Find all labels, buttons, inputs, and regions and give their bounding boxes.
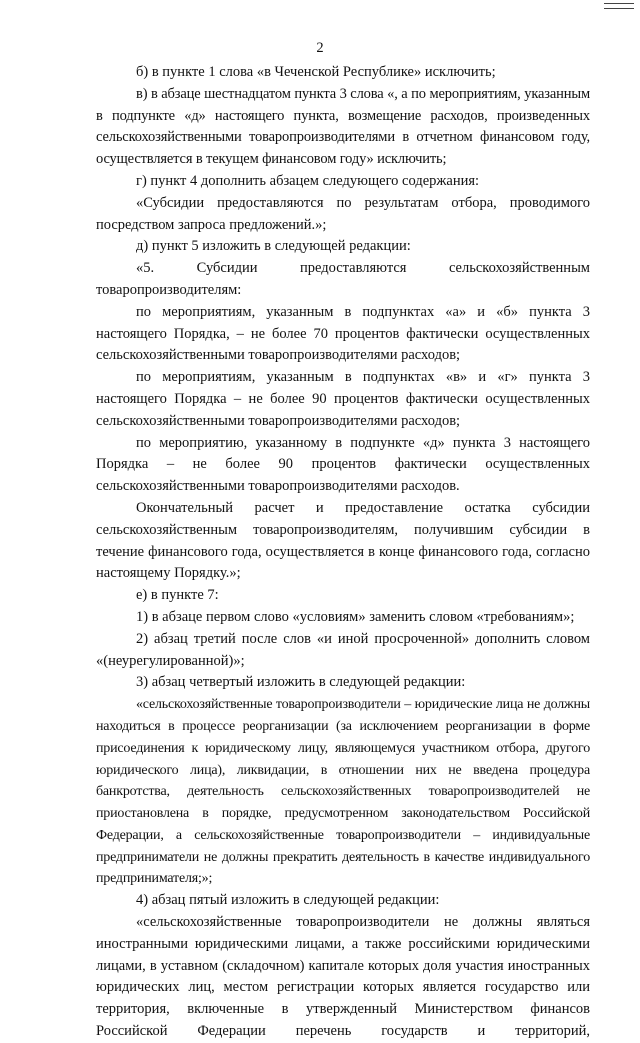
document-body	[96, 62, 590, 1043]
paragraph-v: в) в абзаце шестнадцатом пункта 3 слова «, а по мероприятиям, указанным в подпункте «д» настоящего пункта, возмещение расходов, произведенных сельскохозяйственными товаропроизводителями в отчетном финансовом году, осуществляется в текущем финансовом году» исключить;	[96, 85, 590, 168]
paragraph-subsidy-selection: «Субсидии предоставляются по результатам отбора, проводимого посредством запроса предложений.»;	[96, 194, 590, 233]
paragraph-legal-entities: «сельскохозяйственные товаропроизводители – юридические лица не должны находиться в процессе реорганизации (за исключением реорганизации в форме присоединения к юридическому лицу, являющемуся участником отбора, другого юридического лица), ликвидации, в отношении них не введена процедура банкротства, деятельность сельскохозяйственных товаропроизводителей не приостановлена в порядке, предусмотренном законодательством Российской Федерации, а сельскохозяйственные товаропроизводители – индивидуальные предприниматели не должны прекратить деятельность в качестве индивидуального предпринимателя;»;	[96, 697, 590, 887]
paragraph-measures-a-b: по мероприятиям, указанным в подпунктах «а» и «б» пункта 3 настоящего Порядка, – не более 70 процентов фактически осуществленных сельскохозяйственными товаропроизводителями расходов;	[96, 303, 590, 364]
paragraph-measures-v-g: по мероприятиям, указанным в подпунктах «в» и «г» пункта 3 настоящего Порядка – не более 90 процентов фактически осуществленных сельскохозяйственными товаропроизводителями расходов;	[96, 369, 590, 429]
paragraph-e: е) в пункте 7:	[136, 587, 219, 604]
paragraph-final-calculation: Окончательный расчет и предоставление остатка субсидии сельскохозяйственным товаропроизводителям, получившим субсидии в течение финансового года, осуществляется в конце финансового года, согласно настоящему Порядку.»;	[96, 499, 590, 582]
page-number: 2	[316, 40, 324, 56]
paragraph-d: д) пункт 5 изложить в следующей редакции:	[136, 238, 411, 255]
paragraph-e-3: 3) абзац четвертый изложить в следующей редакции:	[136, 674, 466, 691]
corner-mark	[604, 3, 634, 9]
paragraph-e-2: 2) абзац третий после слов «и иной просроченной» дополнить словом «(неурегулированной)»;	[96, 630, 590, 669]
paragraph-e-1: 1) в абзаце первом слово «условиям» заменить словом «требованиям»;	[136, 608, 575, 625]
paragraph-item-5: «5. Субсидии предоставляются сельскохозяйственным товаропроизводителям:	[96, 260, 590, 298]
paragraph-measure-d: по мероприятию, указанному в подпункте «д» пункта 3 настоящего Порядка – не более 90 процентов фактически осуществленных сельскохозяйственными товаропроизводителями расходов.	[96, 434, 590, 495]
paragraph-foreign-entities: «сельскохозяйственные товаропроизводители не должны являться иностранными юридическими лицами, а также российскими юридическими лицами, в уставном (складочном) капитале которых доля участия иностранных юридических лиц, местом регистрации которых является государство или территория, включенные в утвержденный Министерством финансов Российской Федерации перечень государств и территорий,	[96, 914, 590, 1040]
paragraph-g: г) пункт 4 дополнить абзацем следующего содержания:	[136, 172, 480, 189]
paragraph-e-4: 4) абзац пятый изложить в следующей редакции:	[136, 892, 440, 909]
paragraph-b: б) в пункте 1 слова «в Чеченской Республике» исключить;	[136, 64, 496, 80]
